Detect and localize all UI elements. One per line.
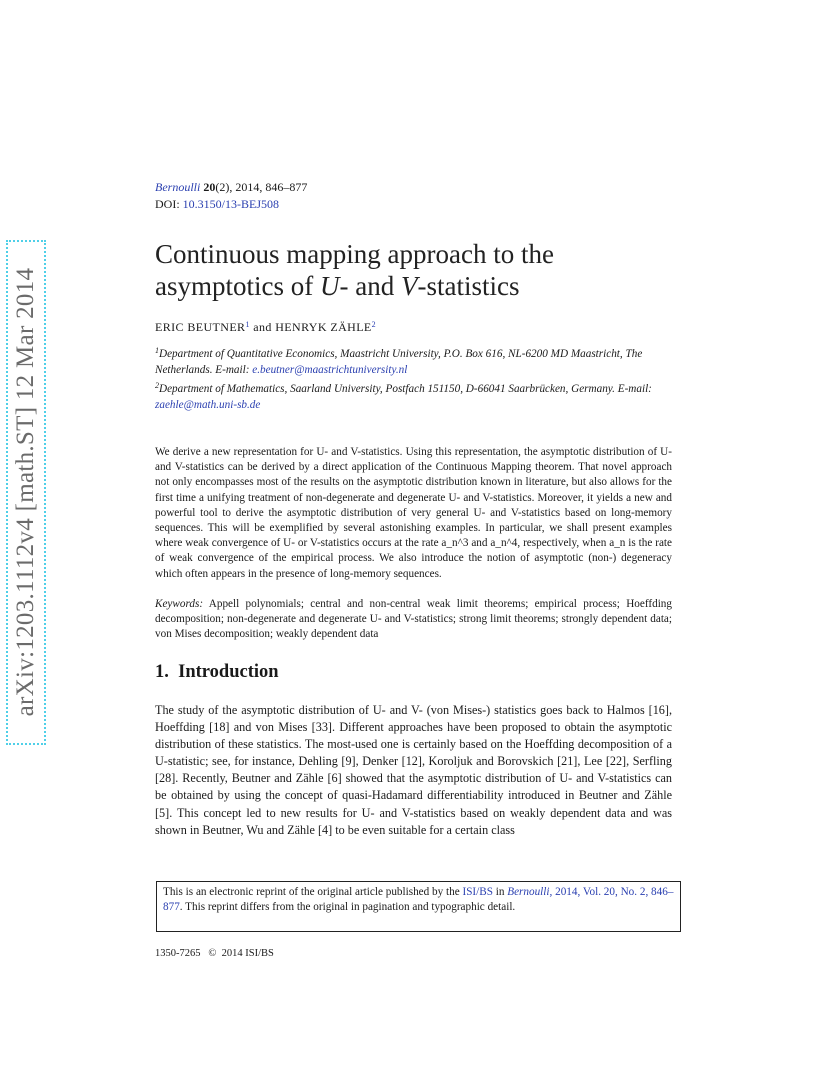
- keywords: [155, 597, 672, 643]
- keywords-text: Appell polynomials; central and non-central weak limit theorems; empirical process; Hoeffding decomposition; non-degenerate and degenerate U- and V-statistics; strong limit theorems; strongly dependent data; von Mises decomposition; weakly dependent data: [155, 598, 672, 641]
- volume-link[interactable]: 2014, Vol. 20, No. 2, 846–877: [163, 886, 674, 914]
- keywords-label: Keywords:: [155, 598, 204, 610]
- doi-link[interactable]: 10.3150/13-BEJ508: [182, 197, 280, 211]
- doi-label: DOI:: [155, 197, 180, 211]
- journal-citation: [155, 179, 307, 213]
- journal-name-link[interactable]: Bernoulli: [155, 180, 201, 194]
- author-2-affil-ref[interactable]: 2: [371, 320, 377, 329]
- section-heading: [155, 662, 279, 683]
- title-line-2: asymptotics of U- and V-statistics: [155, 271, 520, 301]
- isi-bs-link[interactable]: ISI/BS: [462, 886, 493, 898]
- author-1: ERIC BEUTNER: [155, 320, 246, 334]
- affiliations: [155, 343, 675, 413]
- paper-title: [155, 238, 675, 302]
- footer: [155, 948, 274, 959]
- introduction-paragraph: The study of the asymptotic distribution of U- and V- (von Mises-) statistics goes back to Halmos [16], Hoeffding [18] and von Mises [33]. Different approaches have been proposed to obtain the asymptotic distribution of these statistics. The most-used one is certainly based on the Hoeffding decomposition of a U-statistic; see, for instance, Dehling [9], Denker [12], Koroljuk and Borovskich [21], Lee [22], Serfling [28]. Recently, Beutner and Zähle [6] showed that the asymptotic distribution of U- and V-statistics can be obtained by using the concept of quasi-Hadamard differentiability introduced in Beutner and Zähle [5]. This concept led to new results for U- and V-statistics based on weakly dependent data and was shown in Beutner, Wu and Zähle [4] to be even suitable for a certain class: [155, 703, 672, 837]
- affiliation-2: $^2$Department of Mathematics, Saarland University, Postfach 151150, D-66041 Saarbrücken, Germany. E-mail: zaehle@math.uni-sb.de: [155, 381, 652, 411]
- bernoulli-link[interactable]: Bernoulli,: [507, 886, 553, 898]
- author-list: ERIC BEUTNER$^1$ and HENRYK ZÄHLE$^2$: [155, 320, 377, 334]
- title-line-1: Continuous mapping approach to the: [155, 239, 554, 269]
- reprint-notice: This is an electronic reprint of the original article published by the ISI/BS in Bernoulli, 2014, Vol. 20, No. 2, 846–877. This reprint differs from the original in pagination and typographic detail.: [156, 881, 681, 932]
- section-number: 1.: [155, 662, 169, 682]
- copyright-text: 2014 ISI/BS: [221, 948, 274, 959]
- affiliation-1: $^1$Department of Quantitative Economics, Maastricht University, P.O. Box 616, NL-6200 MD Maastricht, The Netherlands. E-mail: e.beutner@maastrichtuniversity.nl: [155, 346, 643, 376]
- copyright-symbol: ©: [208, 948, 217, 959]
- arxiv-identifier[interactable]: arXiv:1203.1112v4 [math.ST] 12 Mar 2014: [12, 267, 39, 717]
- abstract: We derive a new representation for U- and V-statistics. Using this representation, the asymptotic distribution of U- and V-statistics can be derived by a direct application of the Continuous Mapping theorem. That novel approach not only encompasses most of the results on the asymptotic distribution known in literature, but also allows for the first time a unifying treatment of non-degenerate and degenerate U- and V-statistics. Moreover, it yields a new and powerful tool to derive the asymptotic distribution of very general U- and V-statistics based on long-memory sequences. This will be exemplified by several astonishing examples. In particular, we shall present examples where weak convergence of U- or V-statistics occurs at the rate a_n^3 and a_n^4, respectively, when a_n is the rate of weak convergence of the empirical process. We also introduce the notion of asymptotic (non-) degeneracy which often appears in the presence of long-memory sequences.: [155, 446, 672, 580]
- arxiv-stamp: [6, 240, 46, 745]
- author-2: HENRYK ZÄHLE: [275, 320, 372, 334]
- issn: 1350-7265: [155, 948, 201, 959]
- journal-issue-pages: (2), 2014, 846–877: [215, 180, 308, 194]
- journal-volume: 20: [203, 180, 216, 194]
- email-link-2[interactable]: zaehle@math.uni-sb.de: [155, 398, 261, 411]
- section-title: Introduction: [178, 662, 279, 682]
- email-link-1[interactable]: e.beutner@maastrichtuniversity.nl: [252, 363, 408, 376]
- author-1-affil-ref[interactable]: 1: [245, 320, 250, 329]
